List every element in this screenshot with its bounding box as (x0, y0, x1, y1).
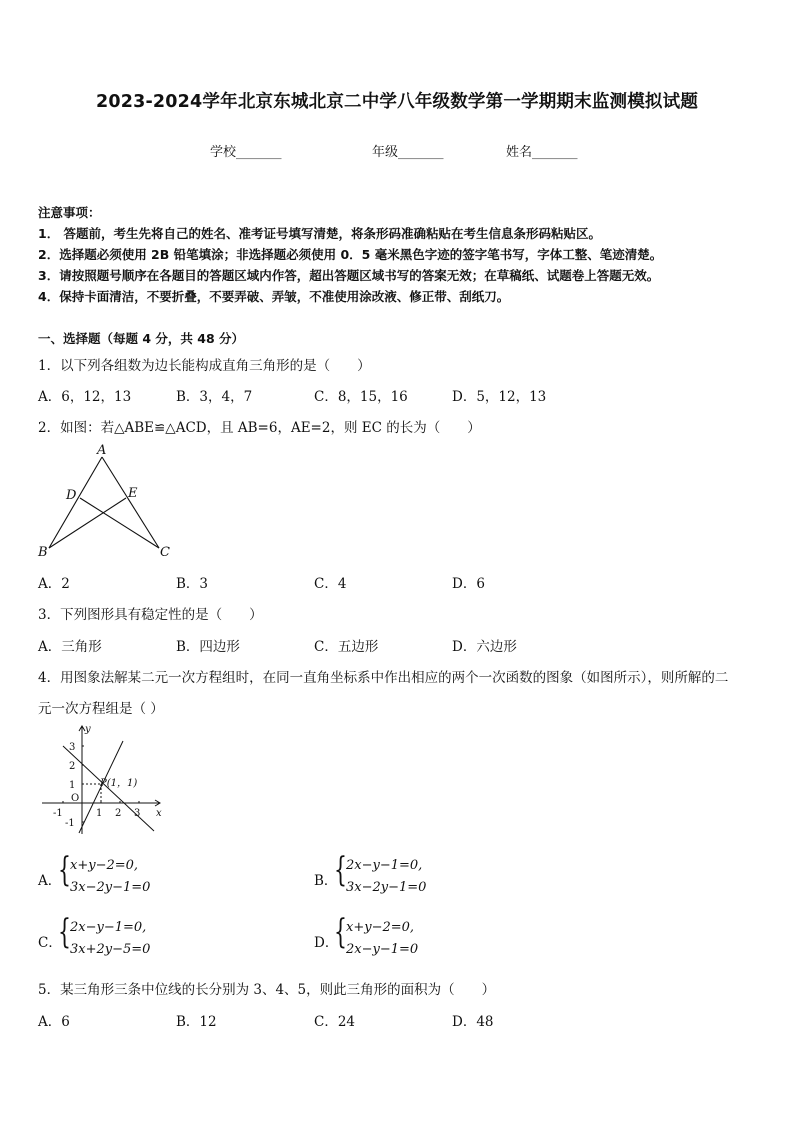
x-axis-label: x (156, 808, 162, 819)
question-3-stem: 3．下列图形具有稳定性的是（ ） (38, 607, 263, 623)
q4-option-a-system[interactable]: x+y−2=0, 3x−2y−1=0 (70, 858, 151, 895)
y-tick-label: 1 (69, 780, 76, 791)
q3-option-a[interactable]: A．三角形 (38, 639, 102, 655)
x-tick-label: 3 (134, 808, 141, 819)
brace-icon: { (58, 912, 71, 952)
label-e: E (128, 486, 138, 501)
q1-option-d[interactable]: D．5，12，13 (452, 389, 547, 405)
q4-option-c-system[interactable]: 2x−y−1=0, 3x+2y−5=0 (70, 920, 151, 957)
q4-option-d-letter[interactable]: D． (314, 935, 339, 951)
brace-icon: { (334, 850, 347, 890)
page-title: 2023-2024学年北京东城北京二中学八年级数学第一学期期末监测模拟试题 (95, 92, 699, 112)
x-tick-label: -1 (53, 808, 63, 819)
y-tick-label: 2 (69, 761, 76, 772)
q4-coordinate-graph (36, 720, 166, 840)
q2-option-b[interactable]: B．3 (176, 576, 209, 592)
label-d: D (66, 488, 77, 503)
q1-option-c[interactable]: C．8，15，16 (314, 389, 408, 405)
brace-icon: { (334, 912, 347, 952)
section-heading: 一、选择题（每题 4 分，共 48 分） (38, 331, 245, 346)
q4-option-d-system[interactable]: x+y−2=0, 2x−y−1=0 (346, 920, 419, 957)
school-field[interactable]: 学校_______ (210, 145, 282, 160)
question-4-stem-line1: 4．用图象法解某二元一次方程组时，在同一直角坐标系中作出相应的两个一次函数的图象（如图所示），则所解的二 (38, 670, 729, 686)
q2-option-a[interactable]: A．2 (38, 576, 70, 592)
notice-item: 2．选择题必须使用 2B 铅笔填涂；非选择题必须使用 0．5 毫米黑色字迹的签字笔书写，字体工整、笔迹清楚。 (38, 247, 663, 262)
notice-item: 4．保持卡面清洁，不要折叠，不要弄破、弄皱，不准使用涂改液、修正带、刮纸刀。 (38, 289, 510, 304)
notice-heading: 注意事项： (38, 205, 101, 220)
label-c: C (160, 545, 170, 560)
q1-option-a[interactable]: A．6，12，13 (38, 389, 132, 405)
origin-label: O (71, 793, 80, 804)
brace-icon: { (58, 850, 71, 890)
question-2-stem: 2．如图：若△ABE≌△ACD，且 AB=6，AE=2，则 EC 的长为（ ） (38, 420, 481, 436)
notice-item: 1． 答题前，考生先将自己的姓名、准考证号填写清楚，将条形码准确粘贴在考生信息条形码粘贴区。 (38, 226, 602, 241)
q2-triangle-figure (30, 440, 190, 565)
notice-item: 3．请按照题号顺序在各题目的答题区域内作答，超出答题区域书写的答案无效；在草稿纸、试题卷上答题无效。 (38, 268, 660, 283)
grade-field[interactable]: 年级_______ (372, 145, 444, 160)
q1-option-b[interactable]: B．3，4，7 (176, 389, 253, 405)
q4-option-b-system[interactable]: 2x−y−1=0, 3x−2y−1=0 (346, 858, 427, 895)
q3-option-d[interactable]: D．六边形 (452, 639, 517, 655)
question-1-stem: 1．以下列各组数为边长能构成直角三角形的是（ ） (38, 358, 371, 374)
question-4-stem-line2: 元一次方程组是（ ） (38, 701, 164, 717)
q4-option-b-letter[interactable]: B． (314, 873, 338, 889)
y-tick-label: 3 (69, 742, 76, 753)
label-a: A (97, 443, 107, 458)
point-p-label: P(1，1) (100, 778, 138, 789)
q4-option-a-letter[interactable]: A． (38, 873, 62, 889)
q5-option-d[interactable]: D．48 (452, 1014, 494, 1030)
name-field[interactable]: 姓名_______ (506, 145, 578, 160)
question-5-stem: 5．某三角形三条中位线的长分别为 3、4、5，则此三角形的面积为（ ） (38, 982, 496, 998)
y-tick-label: -1 (65, 818, 75, 829)
label-b: B (38, 545, 48, 560)
y-axis-label: y (85, 724, 91, 735)
x-tick-label: 2 (115, 808, 122, 819)
q3-option-c[interactable]: C．五边形 (314, 639, 379, 655)
x-tick-label: 1 (96, 808, 103, 819)
q3-option-b[interactable]: B．四边形 (176, 639, 240, 655)
q5-option-a[interactable]: A．6 (38, 1014, 70, 1030)
q5-option-b[interactable]: B．12 (176, 1014, 217, 1030)
q2-option-c[interactable]: C．4 (314, 576, 347, 592)
q4-option-c-letter[interactable]: C． (38, 935, 62, 951)
q5-option-c[interactable]: C．24 (314, 1014, 356, 1030)
q2-option-d[interactable]: D．6 (452, 576, 485, 592)
